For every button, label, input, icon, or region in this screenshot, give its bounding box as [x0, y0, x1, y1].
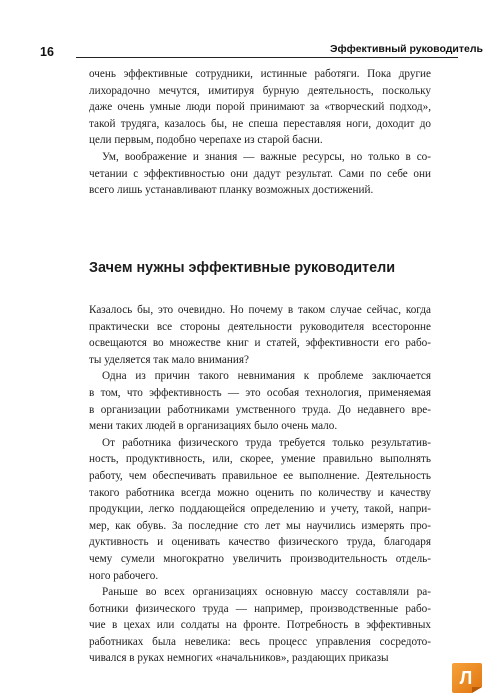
text-line: освещаются во множестве книг и статей, эффективности его рабо- — [89, 337, 431, 350]
logo-letter: Л — [459, 668, 473, 688]
paragraph — [89, 149, 431, 199]
text-line: практически все стороны деятельности руководителя всесторонне — [89, 320, 431, 333]
running-head: Эффективный руководитель — [330, 43, 483, 55]
text-line: в том, что эффективность — это особая технология, применяемая — [89, 386, 431, 399]
header-rule — [76, 57, 458, 58]
publisher-logo — [450, 661, 484, 695]
text-line: ботники физического труда — например, производственные рабо- — [89, 602, 431, 615]
text-line: чему сумели многократно увеличить производительность отдель- — [89, 552, 431, 565]
text-line: всего лишь устанавливают планку возможных достижений. — [89, 184, 374, 197]
text-line: Ум, воображение и знания — важные ресурсы, но только в со- — [102, 150, 431, 163]
text-line: чивался в руках немногих «начальников», раздающих приказы — [89, 652, 389, 665]
bottom-text-block — [89, 302, 431, 667]
paragraph — [89, 66, 431, 149]
text-line: четании с эффективностью они дадут результат. Сами по себе они — [89, 167, 431, 180]
text-line: От работника физического труда требуется только результатив- — [102, 436, 431, 449]
text-line: работниках была невелика: весь процесс управления сосредото- — [89, 635, 431, 648]
text-line: Одна из причин такого невнимания к проблеме заключается — [102, 370, 431, 383]
text-line: ного рабочего. — [89, 569, 159, 582]
section-heading: Зачем нужны эффективные руководители — [89, 260, 396, 276]
text-line: мени таких людей в организациях было очень мало. — [89, 420, 338, 433]
text-line: Казалось бы, это очевидно. Но почему в таком случае сейчас, когда — [89, 304, 431, 316]
text-line: очень эффективные сотрудники, истинные работяги. Пока другие — [89, 68, 431, 80]
paragraph — [89, 302, 431, 368]
text-line: Раньше во всех организациях основную массу составляли ра- — [102, 586, 431, 599]
page-number: 16 — [40, 45, 54, 59]
text-line: цели первым, подобно черепахе из старой басни. — [89, 134, 323, 147]
paragraph — [89, 368, 431, 434]
text-line: чие в цехах или солдаты на фронте. Потребность в эффективных — [89, 619, 431, 632]
text-line: лихорадочно мечутся, имитируя бурную деятельность, поскольку — [89, 84, 431, 97]
text-line: ты уделяется так мало внимания? — [89, 353, 249, 366]
paragraph — [89, 584, 431, 667]
text-line: работу, чем обеспечивать правильное ее выполнение. Деятельность — [89, 469, 431, 482]
text-line: такого работника всегда можно оценить по количеству и качеству — [89, 486, 431, 499]
text-line: ность, продуктивность, или, скорее, умение правильно выполнять — [89, 453, 431, 466]
text-line: такой трудяга, казалось бы, не спеша переставляя ноги, доходит до — [89, 117, 431, 130]
text-line: в организации работниками умственного труда. До недавнего вре- — [89, 403, 431, 416]
text-line: дуктивность и оценивать качество физического труда, благодаря — [89, 536, 431, 549]
top-text-block — [89, 66, 431, 199]
text-line: мер, как обувь. За последние сто лет мы научились измерять про- — [89, 519, 431, 532]
text-line: даже очень умные люди порой принимают за «творческий подход», — [89, 101, 431, 114]
paragraph — [89, 435, 431, 584]
text-line: продукции, легко поддающейся определению и учету, такой, напри- — [89, 503, 431, 516]
